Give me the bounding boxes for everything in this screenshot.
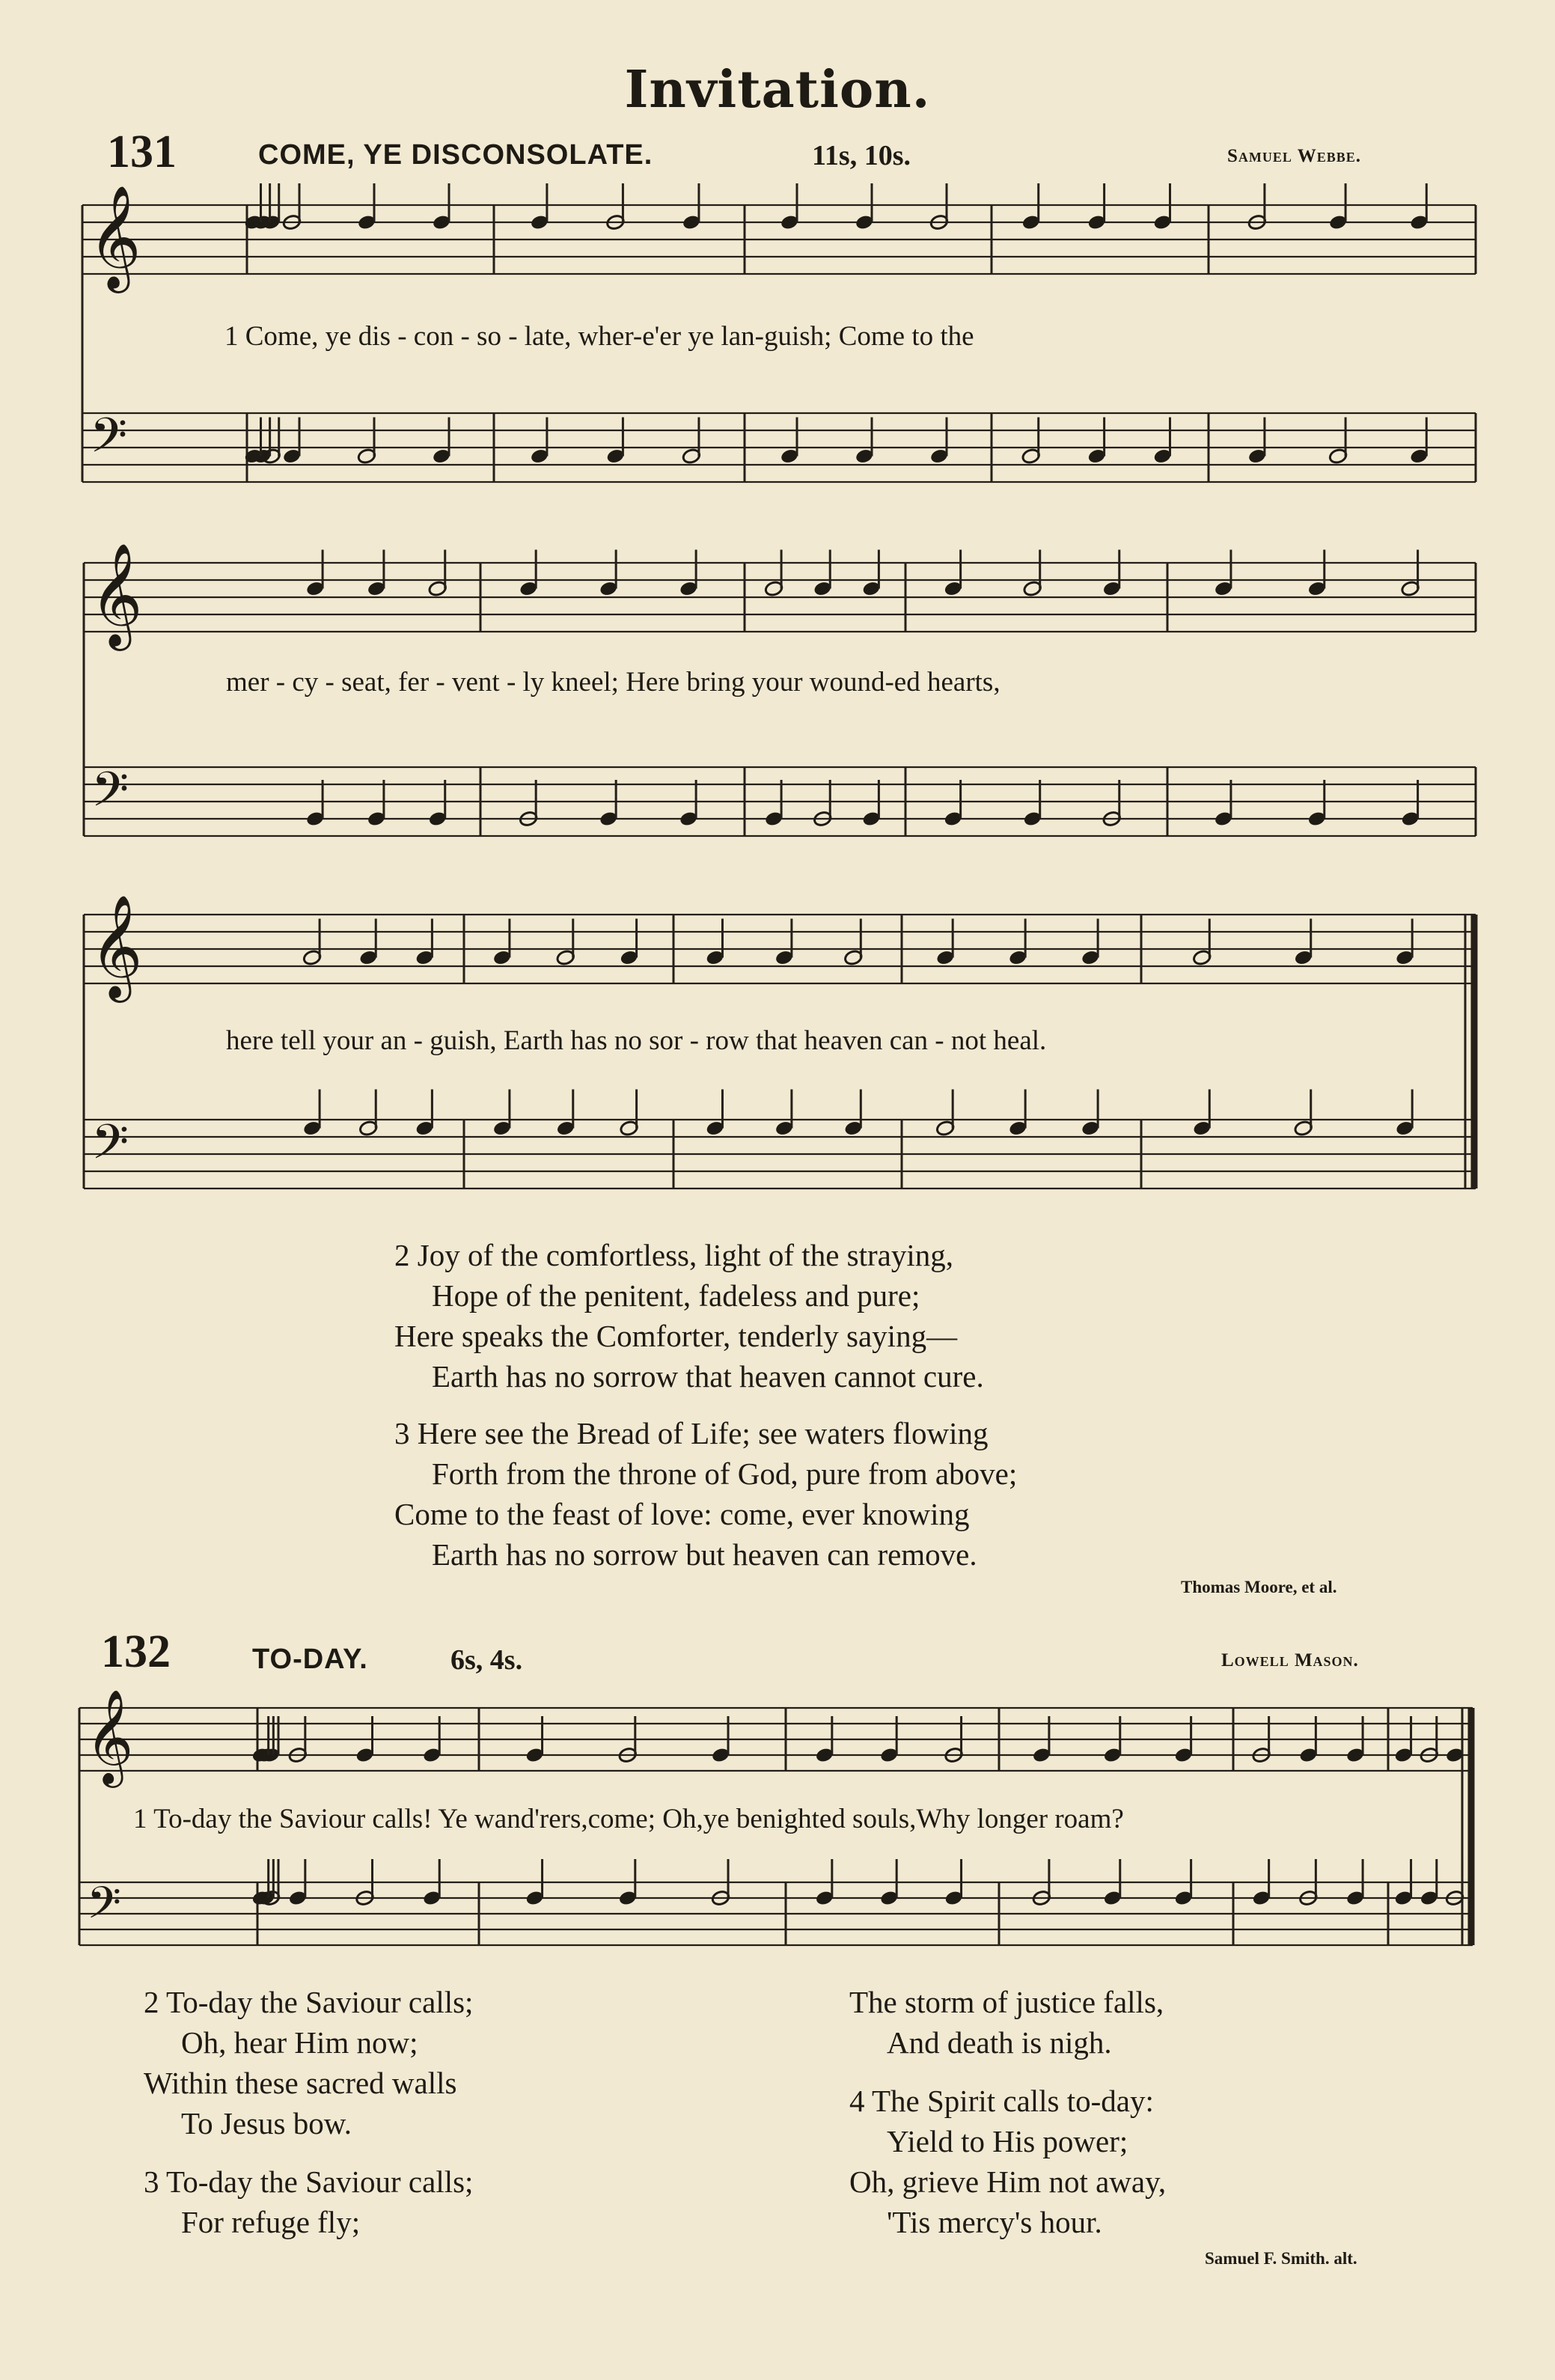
verse-line: 3 To-day the Saviour calls; bbox=[144, 2164, 474, 2199]
hymn-132-author: Samuel F. Smith. alt. bbox=[1205, 2249, 1357, 2268]
verse-line: And death is nigh. bbox=[887, 2025, 1112, 2060]
hymn-131-underlay-line-1: 1 Come, ye dis - con - so - late, wher-e'er ye lan-guish; Come to the bbox=[224, 321, 974, 352]
verse-line: Here speaks the Comforter, tenderly saying— bbox=[394, 1319, 958, 1353]
treble-clef-icon: 𝄞 bbox=[88, 184, 141, 289]
verse-line: 3 Here see the Bread of Life; see waters flowing bbox=[394, 1416, 989, 1450]
hymn-132-verse-3 bbox=[144, 2161, 473, 2242]
hymn-131-underlay-line-3: here tell your an - guish, Earth has no sor - row that heaven can - not heal. bbox=[226, 1025, 1047, 1056]
bass-clef-icon: 𝄢 bbox=[91, 761, 129, 830]
verse-line: 2 To-day the Saviour calls; bbox=[144, 1985, 474, 2019]
section-title: Invitation. bbox=[624, 60, 931, 120]
bass-clef-icon: 𝄢 bbox=[90, 407, 128, 476]
hymn-132-number: 132 bbox=[101, 1626, 171, 1677]
verse-line: Yield to His power; bbox=[887, 2124, 1128, 2158]
verse-line: Oh, hear Him now; bbox=[181, 2025, 418, 2060]
hymn-132-composer: Lowell Mason. bbox=[1221, 1650, 1359, 1670]
verse-line: 2 Joy of the comfortless, light of the straying, bbox=[394, 1238, 953, 1272]
verse-line: To Jesus bow. bbox=[181, 2106, 352, 2141]
verse-line: For refuge fly; bbox=[181, 2205, 361, 2239]
treble-clef-icon: 𝄞 bbox=[85, 1688, 134, 1784]
hymn-132-underlay-line-1: 1 To-day the Saviour calls! Ye wand'rers,come; Oh,ye benighted souls,Why longer roam? bbox=[133, 1804, 1124, 1834]
hymn-132-tune: TO-DAY. bbox=[252, 1644, 368, 1675]
hymn-131-meter: 11s, 10s. bbox=[812, 140, 911, 171]
verse-line: Earth has no sorrow but heaven can remove. bbox=[432, 1537, 977, 1572]
verse-line: Hope of the penitent, fadeless and pure; bbox=[432, 1278, 920, 1313]
treble-clef-icon: 𝄞 bbox=[90, 894, 143, 998]
bass-clef-icon: 𝄢 bbox=[91, 1114, 129, 1183]
verse-line: Come to the feast of love: come, ever knowing bbox=[394, 1497, 970, 1531]
verse-line: Within these sacred walls bbox=[144, 2066, 457, 2100]
verse-line: 'Tis mercy's hour. bbox=[887, 2205, 1102, 2239]
treble-clef-icon: 𝄞 bbox=[90, 542, 143, 647]
verse-line: Forth from the throne of God, pure from above; bbox=[432, 1456, 1018, 1491]
verse-line: Oh, grieve Him not away, bbox=[849, 2164, 1167, 2199]
hymn-131-tune: COME, YE DISCONSOLATE. bbox=[258, 139, 653, 171]
hymn-131-number: 131 bbox=[107, 126, 177, 177]
hymn-132-verse-2 bbox=[144, 1982, 473, 2143]
hymn-132-verse-3-cont bbox=[849, 1982, 1164, 2063]
bass-clef-icon: 𝄢 bbox=[87, 1876, 121, 1939]
hymn-131-composer: Samuel Webbe. bbox=[1227, 146, 1361, 166]
hymn-131-underlay-line-2: mer - cy - seat, fer - vent - ly kneel; Here bring your wound-ed hearts, bbox=[226, 667, 1000, 698]
hymn-132-verse-4 bbox=[849, 2081, 1166, 2242]
verse-line: The storm of justice falls, bbox=[849, 1985, 1164, 2019]
verse-line: 4 The Spirit calls to-day: bbox=[849, 2084, 1154, 2118]
hymn-132-meter: 6s, 4s. bbox=[450, 1644, 523, 1676]
verse-line: Earth has no sorrow that heaven cannot cure. bbox=[432, 1359, 984, 1394]
hymn-131-author: Thomas Moore, et al. bbox=[1181, 1578, 1337, 1596]
